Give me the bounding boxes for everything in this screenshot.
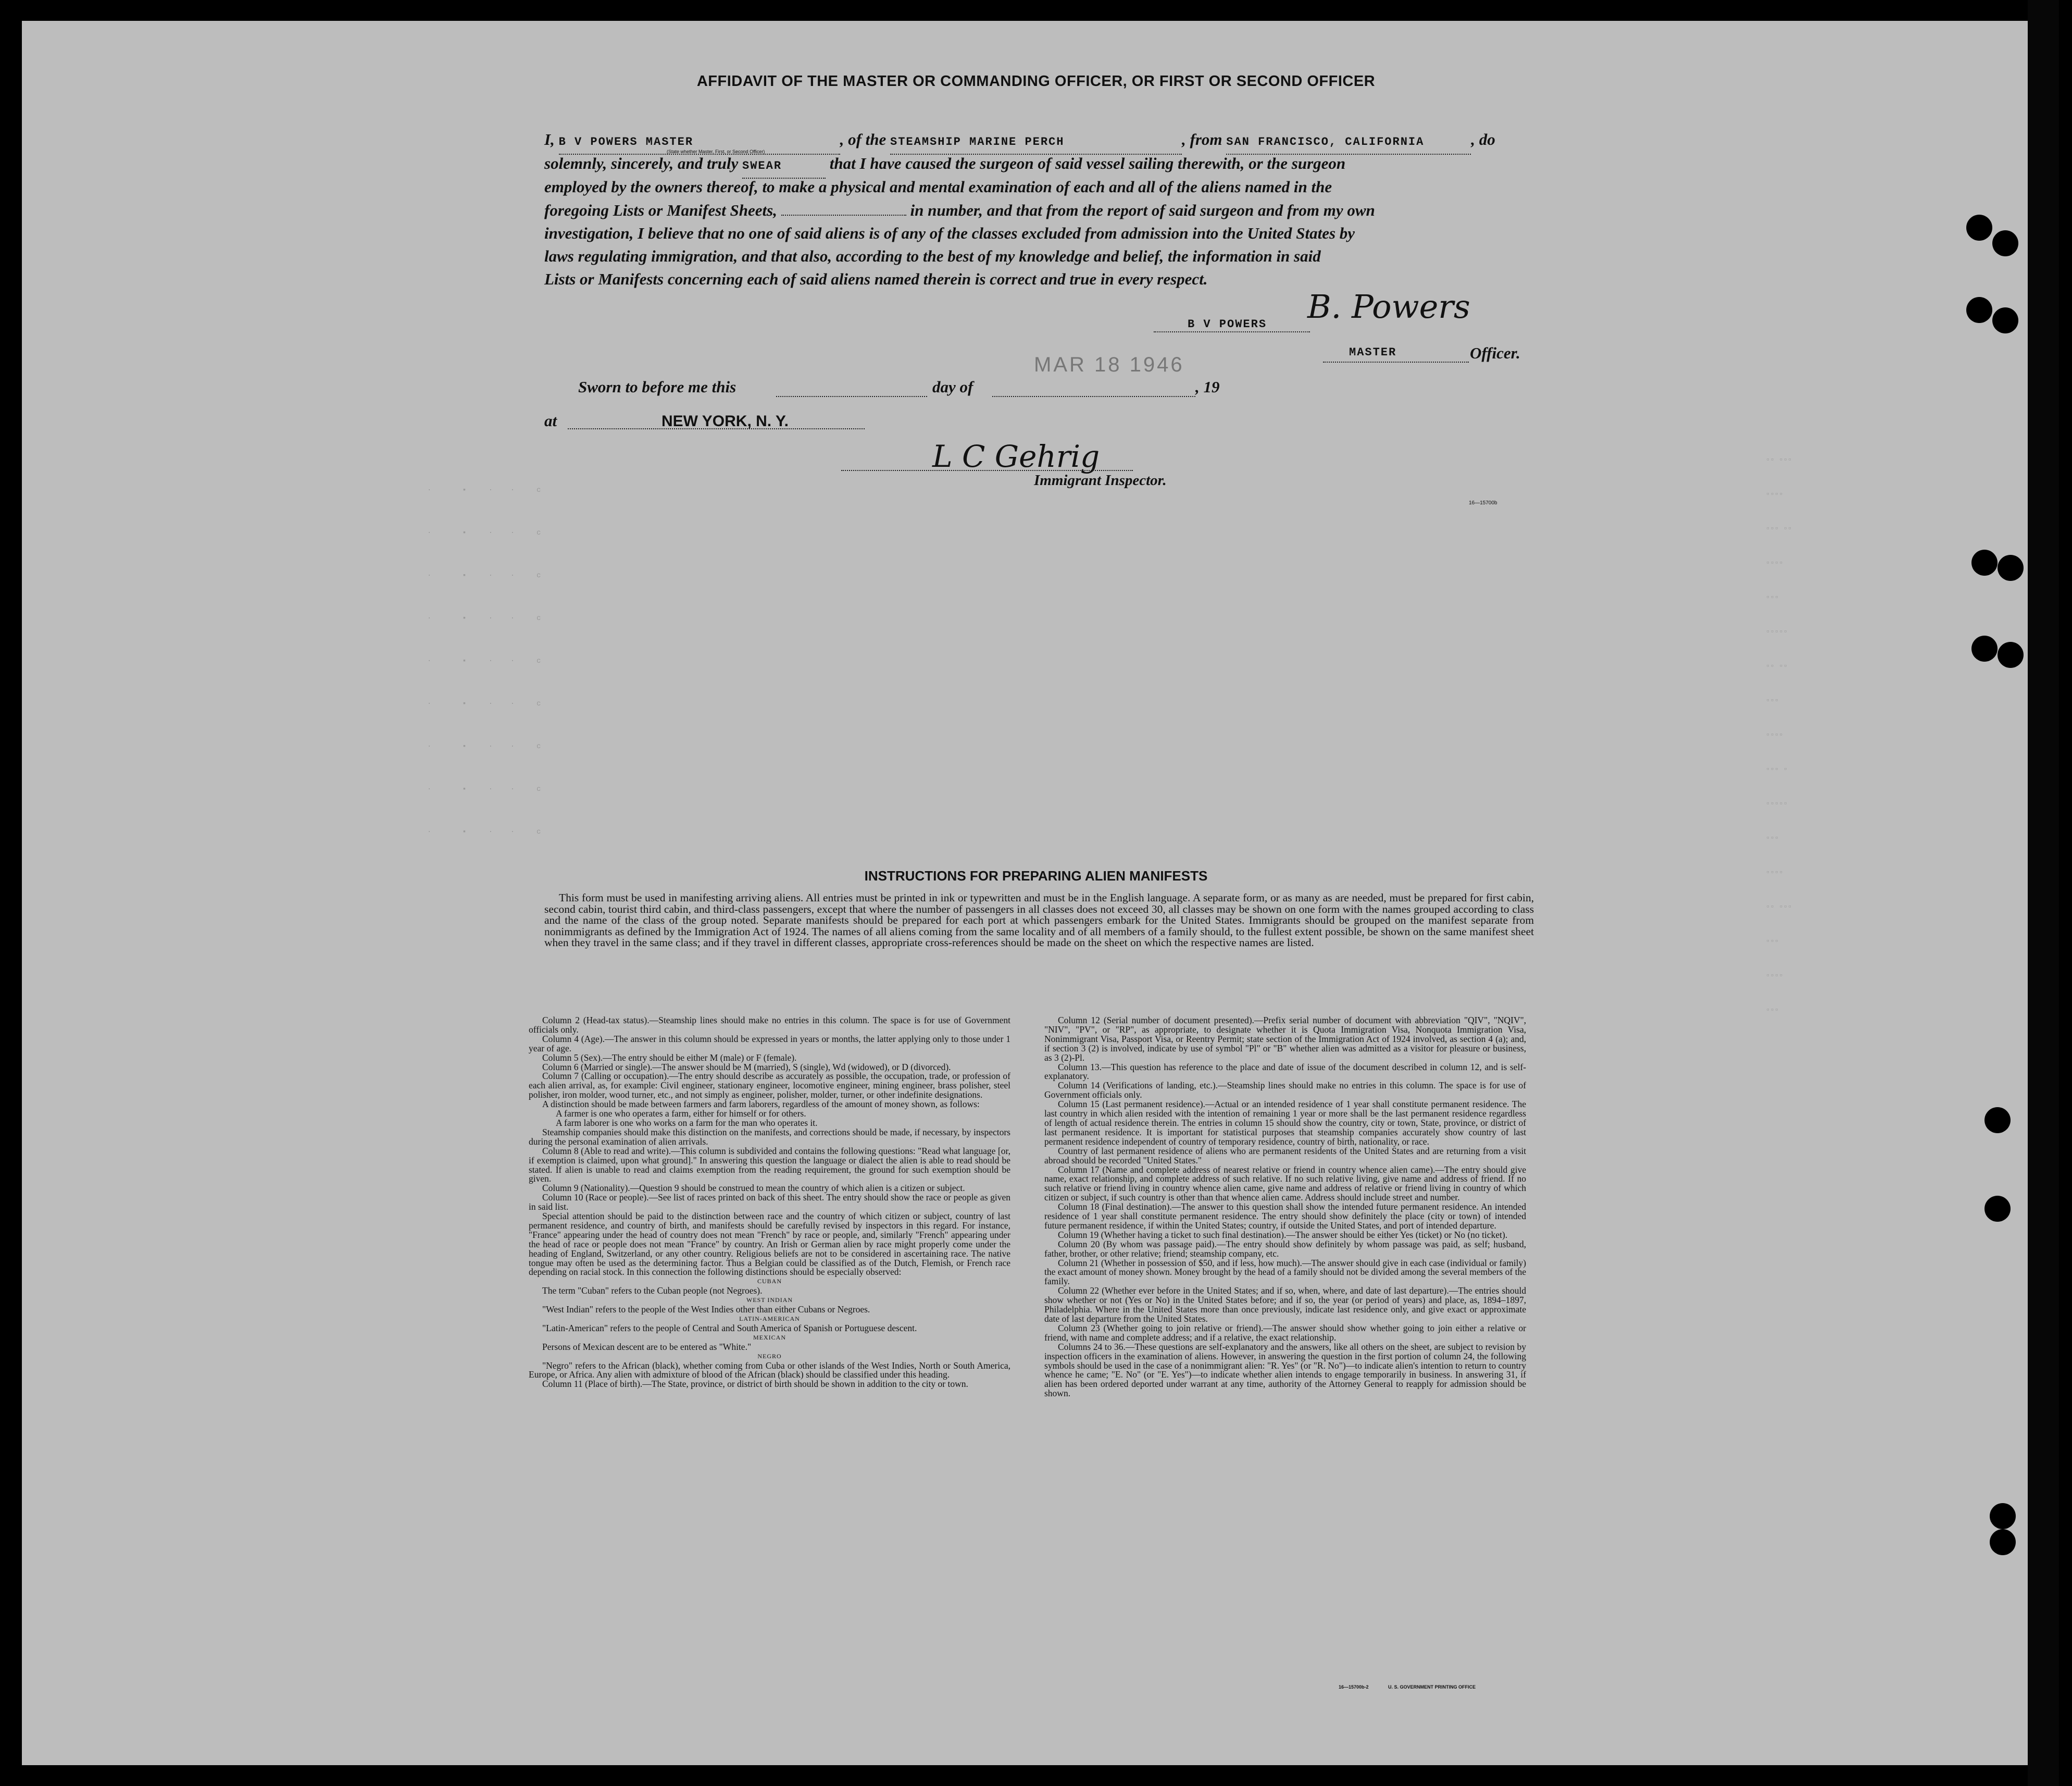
- instructions-left-column: [529, 1016, 1010, 1389]
- bleed-through-marks: · ▪ · · c · ▪ · · c · ▪ · · c · ▪ · · c · ▪ · · c · ▪ · · c · ▪ · · c · ▪ · · c · ▪ · · c: [427, 486, 541, 836]
- instruction-paragraph: A farm laborer is one who works on a farm for the man who operates it.: [556, 1117, 818, 1128]
- punch-hole: [1998, 555, 2024, 581]
- footer-code: 16—15700b-2: [1339, 1684, 1369, 1690]
- bleed-through-marks: ▫▫ ▫▫▫ ▫▫▫▫ ▫▫▫ ▫▫ ▫▫▫▫ ▫▫▫ ▫▫▫▫▫ ▫▫ ▫▫ ▫▫▫ ▫▫▫▫ ▫▫▫ ▫ ▫▫▫▫▫ ▫▫▫ ▫▫▫▫ ▫▫ ▫▫▫ ▫▫▫ ▫▫▫▫ ▫▫▫: [1766, 456, 1792, 1014]
- inspector-line: [841, 470, 1133, 471]
- instruction-paragraph: Column 19 (Whether having a ticket to such final destination).—The answer should be either Yes (ticket) or No (no ticket).: [1058, 1229, 1508, 1240]
- text: that I have caused the surgeon of said vessel sailing therewith, or the surgeon: [829, 154, 1346, 172]
- affidavit-line-7: Lists or Manifests concerning each of said aliens named therein is correct and true in every respect.: [544, 270, 1208, 288]
- text: , of the: [840, 130, 887, 148]
- instruction-paragraph: Column 7 (Calling or occupation).—The entry should describe as accurately as possible, the occupation, trade, or profession of each alien arrival, as, for example: Civil engineer, stationary engineer, locomotive engineer, mining engineer, brass polisher, steel polisher, iron molder, wood turner, etc., and not simply as engineer, polisher, molder, turner, or other indefinite designations.: [529, 1071, 1010, 1100]
- instruction-paragraph: Column 10 (Race or people).—See list of races printed on back of this sheet. The entry should show the race or people as given in said list.: [529, 1192, 1010, 1212]
- punch-hole: [1992, 230, 2018, 256]
- inspector-label: Immigrant Inspector.: [1034, 472, 1167, 489]
- footer-office: U. S. GOVERNMENT PRINTING OFFICE: [1388, 1684, 1476, 1690]
- signature-line: [1154, 331, 1310, 332]
- section-heading: LATIN-AMERICAN: [739, 1315, 800, 1322]
- instruction-paragraph: "Latin-American" refers to the people of Central and South America of Spanish or Portuguese descent.: [542, 1322, 917, 1333]
- punch-hole: [1971, 550, 1998, 576]
- affidavit-title: AFFIDAVIT OF THE MASTER OR COMMANDING OFFICER, OR FIRST OR SECOND OFFICER: [696, 73, 1376, 90]
- count-field[interactable]: [781, 215, 906, 216]
- instruction-paragraph: Column 11 (Place of birth).—The State, province, or district of birth should be shown in addition to the city or town.: [542, 1379, 968, 1390]
- instruction-paragraph: Column 6 (Married or single).—The answer should be M (married), S (single), Wd (widowed), or D (divorced).: [542, 1061, 951, 1072]
- text: in number, and that from the report of said surgeon and from my own: [910, 201, 1375, 219]
- instruction-paragraph: Column 12 (Serial number of document presented).—Prefix serial number of document with abbreviation "QIV", "NQIV", "NIV", "PV", or "RP", as appropriate, to designate whether it is Quota Immigration Visa, Nonquota Immigration Visa, Nonimmigrant Visa, Passport Visa, or Reentry Permit; state section of the Immigration Act of 1924 involved, as section 4 (a); and, if section 3 (2) is involved, indicate by use of symbol "Pl" or "B" whether alien was admitted as a visitor for pleasure or business, as 3 (2)-Pl.: [1044, 1015, 1526, 1063]
- instruction-paragraph: Country of last permanent residence of aliens who are permanent residents of the United States and are returning from a visit abroad should be recorded "United States.": [1044, 1145, 1526, 1165]
- instructions-title: INSTRUCTIONS FOR PREPARING ALIEN MANIFESTS: [864, 868, 1208, 884]
- instruction-paragraph: Column 5 (Sex).—The entry should be either M (male) or F (female).: [542, 1052, 797, 1063]
- text: solemnly, sincerely, and truly: [544, 154, 739, 172]
- instruction-paragraph: Steamship companies should make this distinction on the manifests, and corrections should be made, if necessary, by inspectors during the personal examination of alien arrivals.: [529, 1126, 1010, 1147]
- master-signature: B. Powers: [1307, 288, 1470, 326]
- punch-hole: [1992, 307, 2018, 333]
- instruction-paragraph: Column 21 (Whether in possession of $50, and if less, how much).—The answer should give in each case (individual or family) the exact amount of money shown. Money brought by the head of a family should not be divided among the several members of the family.: [1044, 1257, 1526, 1287]
- instructions-right-column: [1044, 1016, 1526, 1398]
- instruction-paragraph: Column 22 (Whether ever before in the United States; and if so, when, where, and date of last departure).—The entries should show whether or not (Yes or No) in the United States before; and if so, the year (or period of years) and place, as, 1894–1897, Philadelphia. Where in the United States more than once previously, indicate last residence only, and give exact or approximate date of last departure from the United States.: [1044, 1285, 1526, 1324]
- instructions-intro: This form must be used in manifesting arriving aliens. All entries must be printed in ink or typewritten and must be in the English language. A separate form, or as many as are needed, must be prepared for first cabin, second cabin, tourist third cabin, and third-class passengers, except that where the number of passengers in all classes does not exceed 30, all classes may be shown on one form with the names grouped according to class and the name of the class of the group noted. Separate manifests should be prepared for each port at which passengers embark for the United States. Immigrants should be grouped on the manifest separate from nonimmigrants as defined by the Immigration Act of 1924. The names of all aliens coming from the same locality and of all members of a family should, to the fullest extent possible, be shown on the same manifest sheet when they travel in the same class; and if they travel in different classes, appropriate cross-references should be made on the sheet on which the respective names are listed.: [544, 891, 1534, 949]
- punch-hole: [1990, 1503, 2016, 1529]
- instruction-paragraph: "Negro" refers to the African (black), whether coming from Cuba or other islands of the West Indies, North or South America, Europe, or Africa. Any alien with admixture of blood of the African (black) should be classified under this heading.: [529, 1360, 1010, 1380]
- section-heading: MEXICAN: [753, 1333, 786, 1341]
- punch-hole: [1966, 215, 1992, 241]
- punch-hole: [1984, 1196, 2011, 1222]
- punch-hole: [1990, 1529, 2016, 1555]
- affidavit-line-5: investigation, I believe that no one of said aliens is of any of the classes excluded from admission into the United States by: [544, 224, 1355, 242]
- rank-field: MASTER: [1349, 346, 1397, 359]
- officer-label: Officer.: [1470, 344, 1520, 362]
- place-field: NEW YORK, N. Y.: [661, 413, 789, 430]
- instruction-paragraph: Special attention should be paid to the distinction between race and the country of which citizen or subject, country of last permanent residence, and country of birth, and manifests should be carefully revised by inspectors in this regard. For instance, "France" appearing under the head of country does not mean "French" by race or people, and, similarly "French" appearing under the head of race or people does not mean "France" by country. An Irish or German alien by race might properly come under the heading of England, Switzerland, or any other country. Religious beliefs are not to be considered in ascertaining race. The native tongue may often be used as the determining factor. Thus a Belgian could be classified as of the Dutch, Flemish, or French race depending on racial stock. In this connection the following distinctions should be especially observed:: [529, 1211, 1010, 1278]
- vessel-field[interactable]: STEAMSHIP MARINE PERCH: [890, 131, 1182, 155]
- text: , from: [1182, 130, 1222, 148]
- punch-hole: [1998, 642, 2024, 668]
- instruction-paragraph: A distinction should be made between farmers and farm laborers, regardless of the amount of money shown, as follows:: [542, 1099, 980, 1110]
- instruction-paragraph: Column 17 (Name and complete address of nearest relative or friend in country whence alien came).—The entry should give name, exact relationship, and complete address of such relative. If no such relative living, give name and address of friend. If no such relative or friend living in country whence alien came, give name and address of relative or friend living in country of which citizen or subject, if such country is other than that whence alien came. Address should include street and number.: [1044, 1164, 1526, 1203]
- instruction-paragraph: Column 8 (Able to read and write).—This column is subdivided and contains the following questions: "Read what language [or, if exemption is claimed, upon what ground]." In answering this question the language or dialect the alien is able to read should be stated. If alien is unable to read and claims exemption from the reading requirement, the ground for such exemption should be given.: [529, 1145, 1010, 1184]
- instruction-paragraph: The term "Cuban" refers to the Cuban people (not Negroes).: [542, 1285, 763, 1296]
- year-label: , 19: [1195, 378, 1220, 396]
- instruction-paragraph: Column 20 (By whom was passage paid).—The entry should show definitely by whom passage was paid, as self; husband, father, brother, or other relative; friend; steamship company, etc.: [1044, 1238, 1526, 1259]
- signer-typed-name: B V POWERS: [1188, 318, 1267, 331]
- punch-hole: [1966, 297, 1992, 323]
- section-heading: CUBAN: [757, 1278, 782, 1285]
- state-note: (State whether Master, First, or Second Officer): [667, 149, 765, 154]
- at-label: at: [544, 412, 557, 430]
- form-code: 16—15700b: [1469, 500, 1497, 506]
- month-line: [992, 396, 1195, 397]
- instruction-paragraph: Column 9 (Nationality).—Question 9 should be construed to mean the country of which alien is a citizen or subject.: [542, 1183, 965, 1194]
- instruction-paragraph: Column 18 (Final destination).—The answer to this question shall show the intended future permanent residence. An intended residence of 1 year shall constitute permanent residence. The entry should show definitely the place (city or town) of intended future permanent residence, if within the United States; country, if outside the United States, and port of intended departure.: [1044, 1201, 1526, 1231]
- instruction-paragraph: "West Indian" refers to the people of the West Indies other than either Cubans or Negroes.: [542, 1304, 870, 1315]
- day-of-label: day of: [932, 378, 973, 396]
- instruction-paragraph: Column 15 (Last permanent residence).—Actual or an intended residence of 1 year shall constitute permanent residence. The last country in which alien resided with the intention of remaining 1 year or more shall be the last permanent residence regardless of length of actual residence therein. The entries in column 15 should show the country, city or town, State, province, or district of last permanent residence. It is important for statistical purposes that steamship companies accurately show country of last permanent residence independent of country of temporary residence, country of birth, nationality, or race.: [1044, 1099, 1526, 1147]
- section-heading: NEGRO: [757, 1352, 782, 1360]
- officer-field[interactable]: B V POWERS MASTER: [559, 131, 840, 155]
- page-edge-shadow: [2028, 0, 2059, 1786]
- place-line: [568, 428, 865, 429]
- rank-line: [1323, 362, 1469, 363]
- sworn-label: Sworn to before me this: [578, 378, 737, 396]
- section-heading: WEST INDIAN: [746, 1296, 793, 1304]
- day-line: [776, 396, 927, 397]
- affidavit-line-4: [544, 199, 1534, 222]
- instruction-paragraph: Column 13.—This question has reference to the place and date of issue of the document described in column 12, and is self-explanatory.: [1044, 1061, 1526, 1082]
- text: , do: [1471, 130, 1495, 148]
- text: I,: [544, 130, 555, 148]
- punch-hole: [1984, 1107, 2011, 1133]
- instruction-paragraph: Column 2 (Head-tax status).—Steamship lines should make no entries in this column. The space is for use of Government officials only.: [529, 1015, 1010, 1035]
- date-stamp: MAR 18 1946: [1034, 353, 1184, 376]
- instruction-paragraph: A farmer is one who operates a farm, either for himself or for others.: [556, 1108, 806, 1119]
- port-field[interactable]: SAN FRANCISCO, CALIFORNIA: [1226, 131, 1471, 155]
- inspector-signature: L C Gehrig: [932, 439, 1100, 474]
- instruction-paragraph: Column 4 (Age).—The answer in this column should be expressed in years or months, the latter applying only to those under 1 year of age.: [529, 1033, 1010, 1053]
- oath-field[interactable]: SWEAR: [742, 155, 826, 179]
- affidavit-line-2: [544, 152, 1534, 179]
- instruction-paragraph: Columns 24 to 36.—These questions are self-explanatory and the answers, like all others on the sheet, are subject to revision by inspection officers in the examination of aliens. However, in answering the question in the first portion of column 24, the following symbols should be used in the case of a nonimmigrant alien: "R. Yes" (or "R. No")—to indicate alien's intention to return to country whence he came; "E. No" (or "E. Yes")—to indicate whether alien intends to engage temporarily in business. In answering 31, if alien has been ordered deported under warrant at any time, authority of the Attorney General to reapply for admission should be shown.: [1044, 1341, 1526, 1399]
- instruction-paragraph: Persons of Mexican descent are to be entered as "White.": [542, 1341, 752, 1352]
- instruction-paragraph: Column 14 (Verifications of landing, etc.).—Steamship lines should make no entries in this column. The space is for use of Government officials only.: [1044, 1080, 1526, 1100]
- instruction-paragraph: Column 23 (Whether going to join relative or friend).—The answer should show whether going to join either a relative or friend, with name and complete address; and if a relative, the exact relationship.: [1044, 1322, 1526, 1343]
- punch-hole: [1971, 636, 1998, 662]
- affidavit-line-3: employed by the owners thereof, to make a physical and mental examination of each and all of the aliens named in the: [544, 178, 1332, 196]
- affidavit-line-6: laws regulating immigration, and that also, according to the best of my knowledge and belief, the information in said: [544, 247, 1321, 265]
- text: foregoing Lists or Manifest Sheets,: [544, 201, 777, 219]
